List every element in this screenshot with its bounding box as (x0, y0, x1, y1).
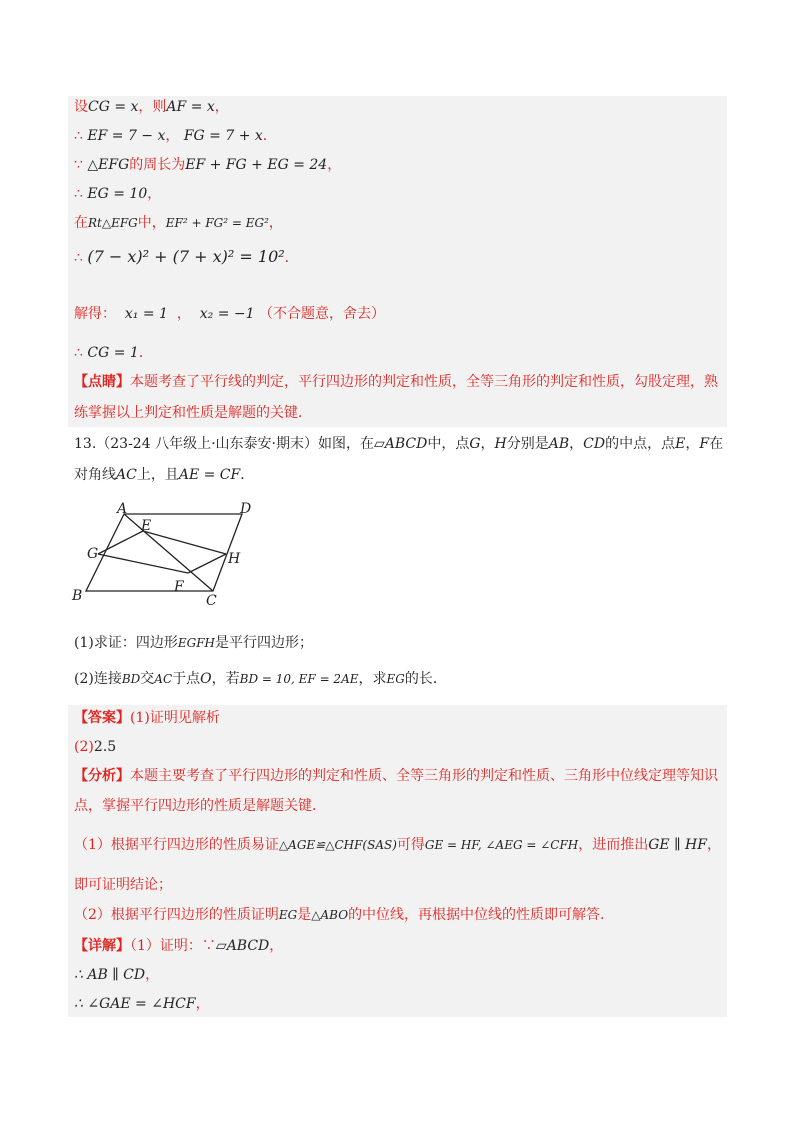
math-triangle-efg: △EFG (87, 157, 130, 173)
math-eg-10: EG = 10 (87, 186, 148, 202)
label-c: C (206, 593, 217, 609)
text: (1)证明见解析 (130, 710, 220, 726)
text: 是 (297, 907, 312, 923)
line-equation (74, 248, 299, 267)
text: （不合题意，舍去） (259, 306, 385, 322)
math-ab-parallel-cd: ∴ AB ∥ CD (74, 967, 146, 983)
question-13-line-1 (74, 435, 723, 453)
text: 的周长为 (129, 157, 186, 173)
math-bd: BD (121, 672, 141, 686)
text: 本题主要考查了平行四边形的判定和性质、全等三角形的判定和性质、三角形中位线定理等知识 (130, 768, 718, 784)
math-ef: EF = 7 − x (87, 128, 166, 144)
text: 练掌握以上判定和性质是解题的关键． (74, 405, 312, 421)
text: 可得 (396, 837, 425, 853)
text: ， (214, 99, 229, 115)
text: ，若 (211, 671, 240, 687)
therefore-symbol: ∴ (74, 186, 83, 202)
label-g: G (87, 546, 99, 562)
line-pythag (74, 214, 283, 232)
therefore-symbol: ∴ (74, 345, 83, 361)
text: ． (138, 345, 153, 361)
line-cg-result (74, 344, 153, 362)
text: 是平行四边形； (214, 635, 313, 651)
math-e: E (675, 436, 686, 452)
analysis-tag: 【分析】 (74, 768, 130, 784)
math-pythag-eq: EF² + FG² = EG² (165, 216, 269, 230)
detail-line-1 (74, 937, 283, 955)
text: 中，点 (427, 436, 470, 452)
text: ， (480, 436, 495, 452)
text: ，进而推出 (578, 837, 649, 853)
detail-line-3 (74, 995, 210, 1013)
diagonal-ac (124, 514, 213, 591)
text: 即可证明结论； (74, 877, 172, 893)
answer-tag: 【答案】 (74, 710, 130, 726)
segment-ge (98, 531, 143, 554)
math-perimeter-eq: EF + FG + EG = 24 (185, 157, 328, 173)
math-bd-ef: BD = 10, EF = 2AE (239, 672, 359, 686)
math-g: G (469, 436, 481, 452)
text: ， (145, 967, 160, 983)
math-egfh: EGFH (177, 636, 215, 650)
text: ，求 (358, 671, 387, 687)
text: ， (147, 186, 162, 202)
math-triangle-abo: △ABO (311, 908, 349, 922)
text: 在 (709, 436, 724, 452)
text: 于点 (172, 671, 201, 687)
math-ac: AC (116, 467, 137, 483)
math-o: O (200, 671, 212, 687)
step-1-line-2 (74, 876, 172, 894)
text: （1）根据平行四边形的性质易证 (74, 837, 279, 853)
math-x1: x₁ = 1 (124, 306, 168, 322)
detail-tag: 【详解】 (74, 938, 130, 954)
math-cd: CD (583, 436, 606, 452)
math-fg: FG = 7 + x (183, 128, 263, 144)
text: ． (262, 128, 277, 144)
text: 的长． (404, 671, 447, 687)
math-answer-value: 2.5 (93, 739, 117, 755)
question-13-line-2 (74, 466, 254, 484)
segment-eh (143, 531, 226, 554)
math-ge-hf-angles: GE = HF, ∠AEG = ∠CFH (424, 838, 579, 852)
therefore-symbol: ∴ (74, 128, 83, 144)
math-quadratic-eq: (7 − x)² + (7 + x)² = 10² (87, 247, 285, 266)
math-ab: AB (548, 436, 570, 452)
line-comment-2 (74, 404, 312, 422)
label-a: A (117, 501, 128, 517)
math-x2: x₂ = −1 (199, 306, 255, 322)
math-cg-x: CG = x (88, 99, 139, 115)
math-congruence: △AGE≌△CHF(SAS) (278, 838, 397, 852)
line-solve (74, 305, 385, 323)
text: ，则 (138, 99, 167, 115)
text: ， (569, 436, 584, 452)
text: (2) (74, 739, 94, 755)
text: 的中位线，再根据中位线的性质即可解答． (348, 907, 615, 923)
answer-line-1 (74, 709, 220, 727)
text: 上，且 (136, 467, 179, 483)
line-let-cg (74, 98, 229, 116)
text: ， (269, 938, 284, 954)
math-h: H (494, 436, 507, 452)
text: 交 (140, 671, 155, 687)
label-h: H (228, 551, 241, 567)
label-f: F (174, 579, 184, 595)
math-f: F (699, 436, 710, 452)
text: ， (327, 157, 342, 173)
text: (2)连接 (74, 671, 122, 687)
math-ge-parallel-hf: GE ∥ HF (648, 837, 707, 853)
question-13-part-1 (74, 634, 313, 652)
math-rt-triangle: Rt△EFG (88, 216, 138, 230)
text: 点，掌握平行四边形的性质是解题关键． (74, 798, 326, 814)
step-2-line (74, 906, 614, 924)
math-angle-equality: ∴ ∠GAE = ∠HCF (74, 996, 196, 1012)
text: ， (706, 837, 721, 853)
text: （2）根据平行四边形的性质证明 (74, 907, 279, 923)
text: （1）证明：∵ (130, 938, 216, 954)
step-1-line (74, 836, 721, 854)
label-b: B (72, 588, 83, 604)
geometry-figure (70, 500, 270, 610)
math-ae-cf: AE = CF (178, 467, 241, 483)
text: ， (195, 996, 210, 1012)
solution-block-2 (68, 705, 727, 1017)
text: 本题考查了平行线的判定，平行四边形的判定和性质，全等三角形的判定和性质，勾股定理，熟 (130, 374, 718, 390)
math-parallelogram-abcd: ▱ABCD (373, 436, 428, 452)
answer-line-2 (74, 738, 116, 756)
detail-line-2 (74, 966, 159, 984)
math-cg-1: CG = 1 (87, 345, 139, 361)
text: ， (268, 215, 283, 231)
line-ef-fg (74, 127, 277, 145)
line-eg (74, 185, 161, 203)
text: 对角线 (74, 467, 116, 483)
math-ac: AC (154, 672, 173, 686)
label-e: E (141, 518, 152, 534)
math-parallelogram-abcd: ▱ABCD (215, 938, 270, 954)
text: ， (176, 306, 191, 322)
label-d: D (240, 501, 252, 517)
text: 在 (74, 215, 88, 231)
analysis-line-2 (74, 797, 326, 815)
text: ， (165, 128, 180, 144)
therefore-symbol: ∴ (74, 250, 83, 266)
question-number: 13.（23-24 八年级上·山东泰安·期末）如图，在 (74, 436, 374, 452)
math-eg: EG (278, 908, 298, 922)
comment-tag: 【点睛】 (74, 374, 130, 390)
analysis-line-1 (74, 767, 718, 785)
line-perimeter (74, 156, 341, 174)
text: (1)求证：四边形 (74, 635, 178, 651)
text: ， (685, 436, 700, 452)
text: 解得： (74, 306, 116, 322)
math-eg: EG (386, 672, 405, 686)
line-comment-1 (74, 373, 718, 391)
math-af-x: AF = x (166, 99, 215, 115)
text: 设 (74, 99, 88, 115)
text: 中， (137, 215, 166, 231)
text: ． (240, 467, 255, 483)
text: 分别是 (506, 436, 549, 452)
question-13-part-2 (74, 670, 447, 688)
because-symbol: ∵ (74, 157, 83, 173)
text: 的中点，点 (605, 436, 676, 452)
text: ． (284, 250, 299, 266)
